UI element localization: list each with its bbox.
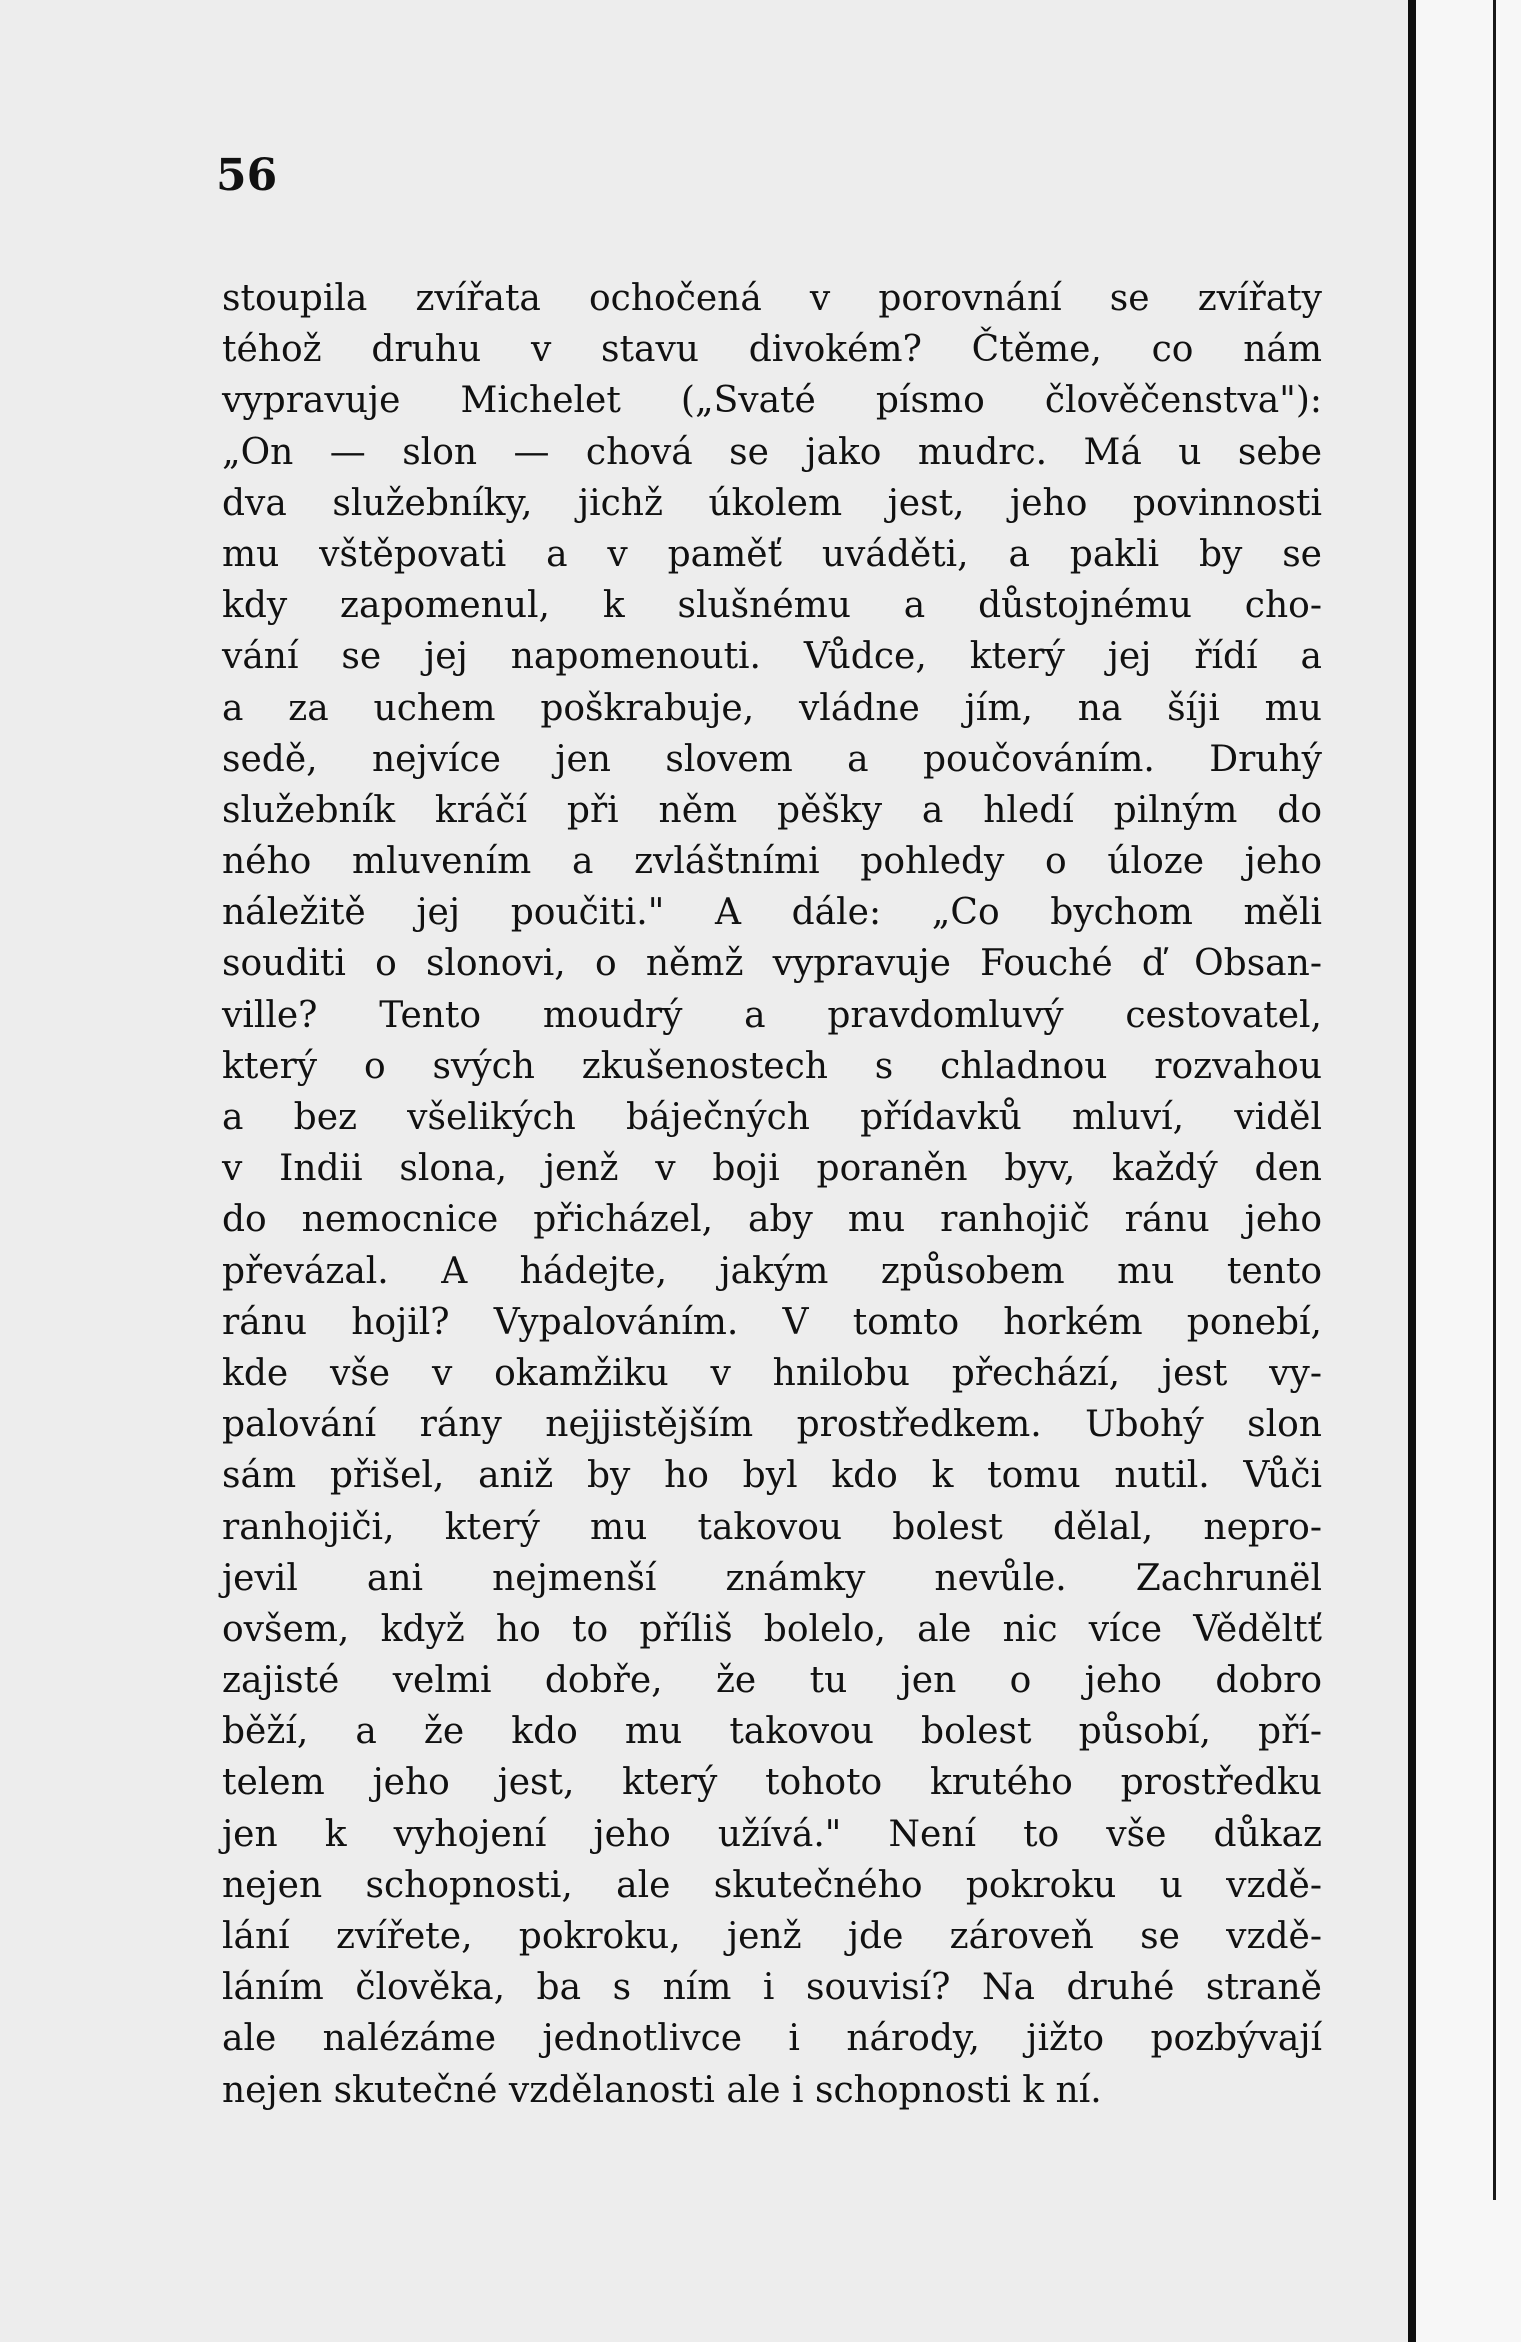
text-line: kdy zapomenul, k slušnému a důstojnému cho- [222,585,1322,627]
text-line: a bez všelikých báječných přídavků mluví, viděl [222,1097,1322,1138]
text-line: zajisté velmi dobře, že tu jen o jeho dobro [222,1660,1322,1702]
text-line: jevil ani nejmenší známky nevůle. Zachrunël [222,1557,1322,1599]
text-line: do nemocnice přicházel, aby mu ranhojič ránu jeho [222,1199,1322,1241]
body-text [222,273,1322,2116]
text-line: náležitě jej poučiti." A dále: „Co bychom měli [222,892,1322,934]
text-line: téhož druhu v stavu divokém? Čtěme, co nám [222,329,1322,371]
text-line: stoupila zvířata ochočená v porovnání se zvířaty [222,278,1322,319]
text-line: palování rány nejjistějším prostředkem. Ubohý slon [222,1404,1322,1446]
text-line: kde vše v okamžiku v hnilobu přechází, jest vy- [222,1352,1322,1394]
text-line: ránu hojil? Vypalováním. V tomto horkém ponebí, [222,1301,1322,1343]
text-line: sedě, nejvíce jen slovem a poučováním. Druhý [222,738,1322,780]
text-line: který o svých zkušenostech s chladnou rozvahou [222,1045,1322,1087]
page-number: 56 [216,150,278,201]
text-line: v Indii slona, jenž v boji poraněn byv, každý den [222,1148,1322,1190]
text-line: běží, a že kdo mu takovou bolest působí, pří- [222,1711,1322,1753]
next-page-strip [1416,0,1521,2342]
text-line: ranhojiči, který mu takovou bolest dělal, nepro- [222,1506,1322,1548]
text-line: převázal. A hádejte, jakým způsobem mu tento [222,1250,1322,1292]
text-line: telem jeho jest, který tohoto krutého prostředku [222,1762,1322,1804]
text-line: mu vštěpovati a v paměť uváděti, a pakli by se [222,533,1322,575]
text-line: dva služebníky, jichž úkolem jest, jeho povinnosti [222,482,1322,524]
text-line: nejen skutečné vzdělanosti ale i schopnosti k ní. [222,2069,1102,2111]
text-line: „On — slon — chová se jako mudrc. Má u sebe [222,431,1322,473]
text-line: vání se jej napomenouti. Vůdce, který jej řídí a [222,636,1322,678]
text-line: ville? Tento moudrý a pravdomluvý cestovatel, [222,994,1322,1036]
text-line: služebník kráčí při něm pěšky a hledí pilným do [222,789,1322,831]
text-line: souditi o slonovi, o němž vypravuje Fouché ď Obsan- [222,943,1322,985]
text-line: ale nalézáme jednotlivce i národy, jižto pozbývají [222,2018,1322,2060]
text-line: ovšem, když ho to příliš bolelo, ale nic více Věděltť [222,1608,1322,1650]
text-line: lání zvířete, pokroku, jenž jde zároveň se vzdě- [222,1916,1322,1957]
page-edge-shadow [1408,0,1416,2342]
text-line: sám přišel, aniž by ho byl kdo k tomu nutil. Vůči [222,1455,1322,1497]
text-line: láním člověka, ba s ním i souvisí? Na druhé straně [222,1967,1322,2009]
text-line: a za uchem poškrabuje, vládne jím, na šíji mu [222,687,1322,729]
text-line: nejen schopnosti, ale skutečného pokroku u vzdě- [222,1864,1322,1906]
text-line: vypravuje Michelet („Svaté písmo člověčenstva"): [222,380,1322,422]
text-line: jen k vyhojení jeho užívá." Není to vše důkaz [222,1813,1322,1855]
next-page-edge-line [1493,0,1496,2200]
text-line: ného mluvením a zvláštními pohledy o úloze jeho [222,841,1322,883]
